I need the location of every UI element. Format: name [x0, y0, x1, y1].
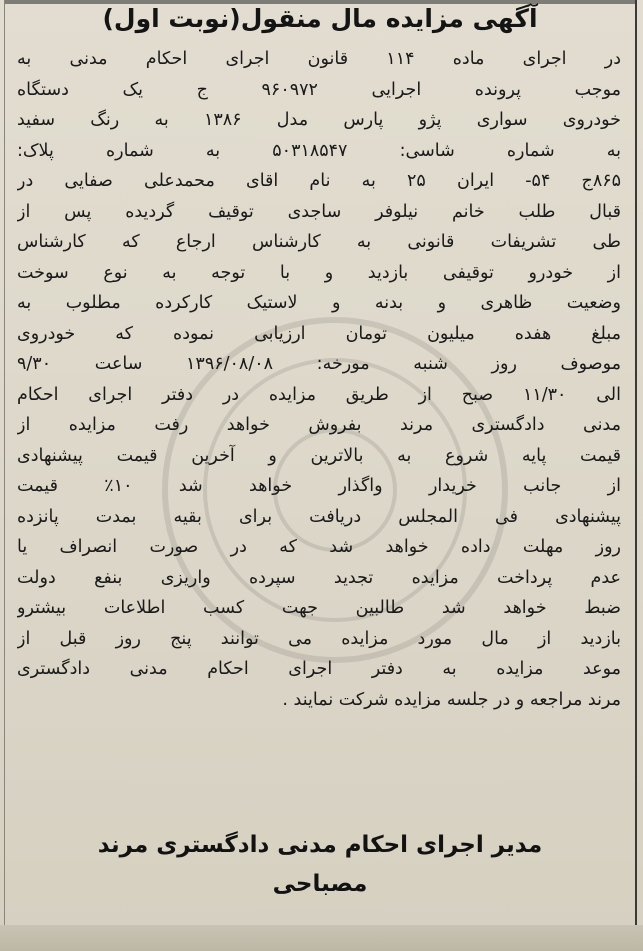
notice-line: مبلغ هفده میلیون تومان ارزیابی نموده که خودروی — [17, 323, 621, 344]
notice-line: خودروی سواری پژو پارس مدل ۱۳۸۶ به رنگ سفید — [17, 110, 621, 130]
notice-line: به شماره شاسی: ۵۰۳۱۸۵۴۷ به شماره پلاک: — [17, 140, 621, 161]
notice-line: طی تشریفات قانونی به کارشناس ارجاع که کارشناس — [17, 232, 621, 252]
notice-line: قبال طلب خانم نیلوفر ساجدی توقیف گردیده پس از — [17, 201, 621, 222]
notice-clipping — [4, 0, 637, 925]
notice-line: الی ۱۱/۳۰ صبح از طریق مزایده در دفتر اجرای احکام — [17, 384, 621, 405]
signature-block — [5, 826, 635, 904]
notice-line: بازدید از مال مورد مزایده می توانند پنج روز قبل از — [17, 628, 621, 649]
notice-line: ۸۶۵ج ۵۴- ایران ۲۵ به نام اقای محمدعلی صفایی در — [17, 171, 621, 191]
notice-line: وضعیت ظاهری و بدنه و لاستیک کارکرده مطلوب به — [17, 293, 621, 313]
notice-line: موعد مزایده به دفتر اجرای احکام مدنی دادگستری — [17, 659, 621, 679]
notice-line: از جانب خریدار واگذار خواهد شد ۱۰٪ قیمت — [17, 476, 621, 496]
notice-line: روز مهلت داده خواهد شد که در صورت انصراف یا — [17, 537, 621, 557]
notice-title: آگهی مزایده مال منقول(نوبت اول) — [102, 4, 538, 33]
notice-line: مدنی دادگستری مرند بفروش خواهد رفت مزایده از — [17, 415, 621, 435]
notice-line: پیشنهادی فی المجلس دریافت برای بقیه بمدت پانزده — [17, 506, 621, 527]
signature-name: مصباحی — [272, 871, 368, 897]
signature-title: مدیر اجرای احکام مدنی دادگستری مرند — [97, 832, 543, 858]
notice-line: از خودرو توقیفی بازدید و با توجه به نوع سوخت — [17, 262, 621, 283]
bottom-paper-edge — [0, 925, 643, 951]
notice-line: عدم پرداخت مزایده تجدید سپرده واریزی بنفع دولت — [17, 567, 621, 588]
notice-line: موصوف روز شنبه مورخه: ۱۳۹۶/۰۸/۰۸ ساعت ۹/۳۰ — [17, 354, 621, 374]
notice-line: ضبط خواهد شد طالبین جهت کسب اطلاعات بیشترو — [17, 598, 621, 618]
notice-line: قیمت پایه شروع به بالاترین و آخرین قیمت پیشنهادی — [17, 445, 621, 466]
notice-body — [17, 44, 621, 715]
notice-line: موجب پرونده اجرایی ۹۶۰۹۷۲ ج یک دستگاه — [17, 79, 621, 100]
notice-line: مرند مراجعه و در جلسه مزایده شرکت نمایند . — [282, 689, 621, 710]
notice-line: در اجرای ماده ۱۱۴ قانون اجرای احکام مدنی به — [17, 49, 621, 69]
